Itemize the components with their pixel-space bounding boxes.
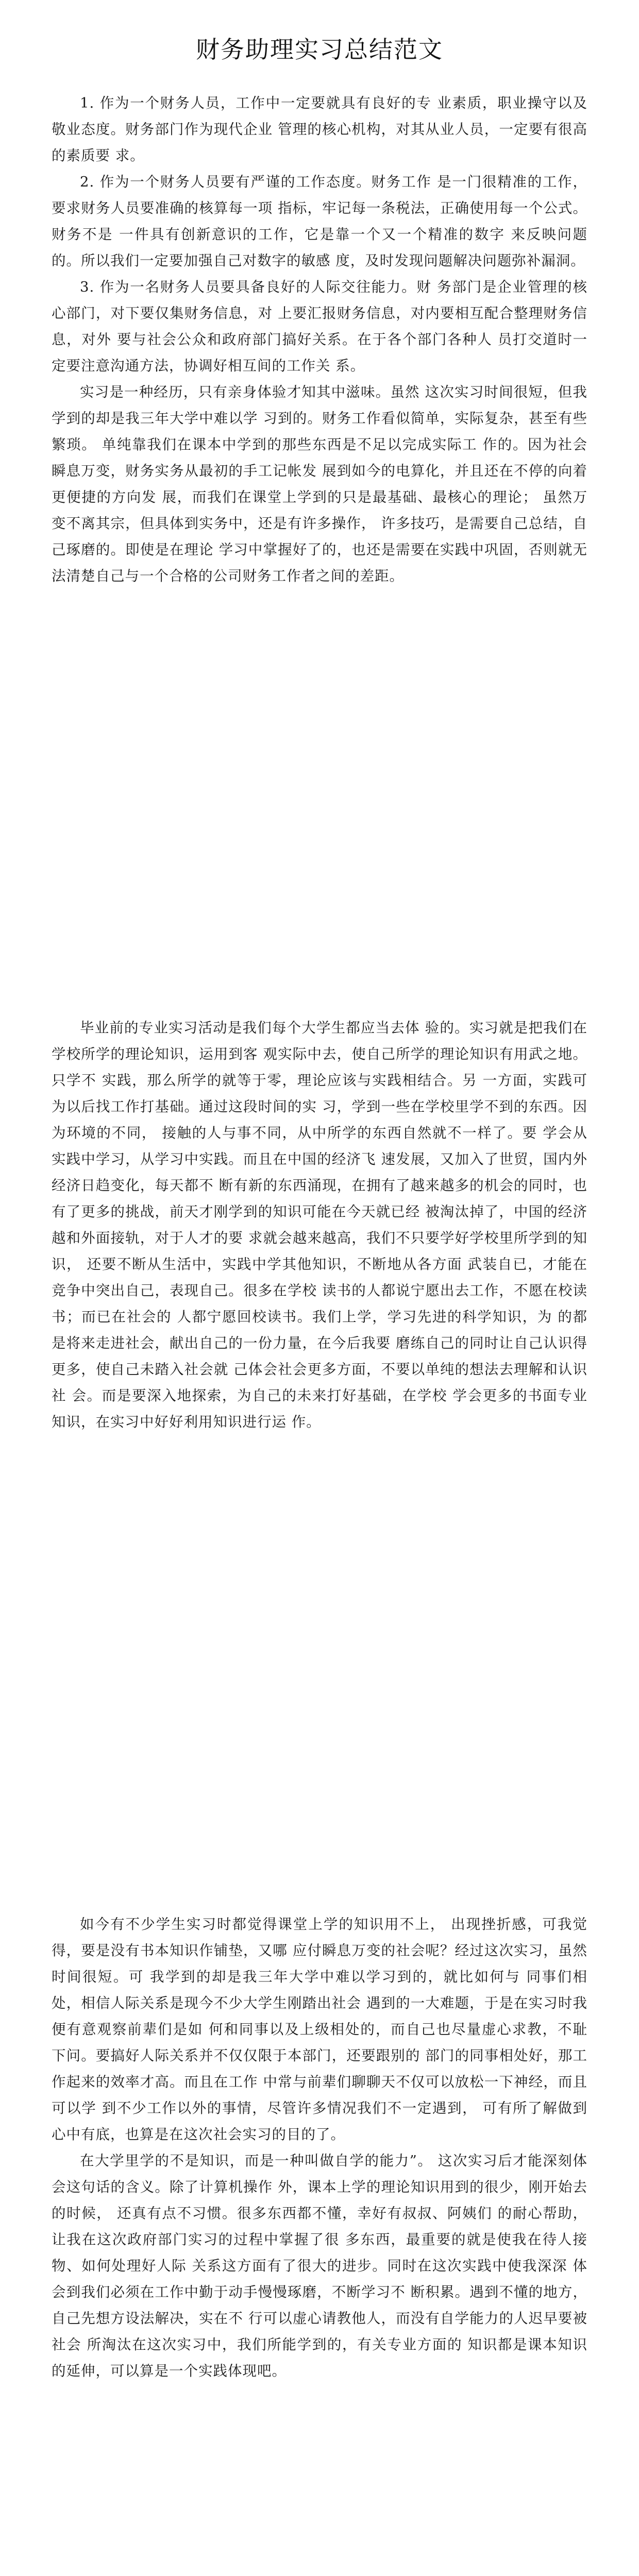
page-2-body — [52, 1015, 587, 1435]
paragraph-6: 如今有不少学生实习时都觉得课堂上学的知识用不上， 出现挫折感，可我觉得，要是没有书本知识作铺垫，又哪 应付瞬息万变的社会呢？经过这次实习，虽然时间很短。可 我学到的却是我三年大学中难以学习到的，就比如何与 同事们相处，相信人际关系是现今不少大学生刚踏出社会 遇到的一大难题，于是在实习时我便有意观察前辈们是如 何和同事以及上级相处的，而自己也尽量虚心求教，不耻 下问。要搞好人际关系并不仅仅限于本部门，还要跟别的 部门的同事相处好，那工作起来的效率才高。而且在工作 中常与前辈们聊聊天不仅可以放松一下神经，而且可以学 到不少工作以外的事情，尽管许多情况我们不一定遇到， 可有所了解做到心中有底，也算是在这次社会实习的目的了。 — [52, 1916, 587, 2143]
page-1-body — [52, 90, 587, 589]
paragraph-2: 2. 作为一个财务人员要有严谨的工作态度。财务工作 是一门很精准的工作，要求财务人员要准确的核算每一项 指标，牢记每一条税法，正确使用每一个公式。财务不是 一件具有创新意识的工作，它是靠一个又一个精准的数字 来反映问题的。所以我们一定要加强自己对数字的敏感 度，及时发现问题解决问题弥补漏洞。 — [52, 174, 587, 269]
document-title: 财务助理实习总结范文 — [196, 36, 443, 63]
paragraph-4: 实习是一种经历，只有亲身体验才知其中滋味。虽然 这次实习时间很短，但我学到的却是我三年大学中难以学 习到的。财务工作看似简单，实际复杂，甚至有些繁琐。 单纯靠我们在课本中学到的那些东西是不足以完成实际工 作的。因为社会瞬息万变，财务实务从最初的手工记帐发 展到如今的电算化，并且还在不停的向着更便捷的方向发 展，而我们在课堂上学到的只是最基础、最核心的理论； 虽然万变不离其宗，但具体到实务中，还是有许多操作， 许多技巧，是需要自己总结，自己琢磨的。即使是在理论 学习中掌握好了的，也还是需要在实践中巩固，否则就无 法清楚自己与一个合格的公司财务工作者之间的差距。 — [52, 384, 587, 584]
page-3-body — [52, 1911, 587, 2384]
paragraph-1: 1. 作为一个财务人员，工作中一定要就具有良好的专 业素质，职业操守以及敬业态度。财务部门作为现代企业 管理的核心机构，对其从业人员，一定要有很高的素质要 求。 — [52, 95, 587, 164]
paragraph-5: 毕业前的专业实习活动是我们每个大学生都应当去体 验的。实习就是把我们在学校所学的理论知识，运用到客 观实际中去，使自己所学的理论知识有用武之地。只学不 实践，那么所学的就等于零，理论应该与实践相结合。另 一方面，实践可为以后找工作打基础。通过这段时间的实 习，学到一些在学校里学不到的东西。因为环境的不同， 接触的人与事不同，从中所学的东西自然就不一样了。要 学会从实践中学习，从学习中实践。而且在中国的经济飞 速发展，又加入了世贸，国内外经济日趋变化，每天都不 断有新的东西涌现，在拥有了越来越多的机会的同时，也 有了更多的挑战，前天才刚学到的知识可能在今天就已经 被淘汰掉了，中国的经济越和外面接轨，对于人才的要 求就会越来越高，我们不只要学好学校里所学到的知识， 还要不断从生活中，实践中学其他知识，不断地从各方面 武装自已，才能在竞争中突出自己，表现自己。很多在学校 读书的人都说宁愿出去工作，不愿在校读书；而已在社会的 人都宁愿回校读书。我们上学，学习先进的科学知识，为 的都是将来走进社会，献出自己的一份力量，在今后我要 磨练自己的同时让自己认识得更多，使自己未踏入社会就 己体会社会更多方面，不要以单纯的想法去理解和认识社 会。而是要深入地探索，为自己的未来打好基础，在学校 学会更多的书面专业知识，在实习中好好利用知识进行运 作。 — [52, 1020, 587, 1430]
paragraph-7: 在大学里学的不是知识，而是一种叫做自学的能力”。 这次实习后才能深刻体会这句话的含义。除了计算机操作 外，课本上学的理论知识用到的很少，刚开始去的时候， 还真有点不习惯。很多东西都不懂，幸好有叔叔、阿姨们 的耐心帮助，让我在这次政府部门实习的过程中掌握了很 多东西，最重要的就是使我在待人接物、如何处理好人际 关系这方面有了很大的进步。同时在这次实践中使我深深 体会到我们必须在工作中勤于动手慢慢琢磨，不断学习不 断积累。遇到不懂的地方，自己先想方设法解决，实在不 行可以虚心请教他人，而没有自学能力的人迟早要被社会 所淘汰在这次实习中，我们所能学到的，有关专业方面的 知识都是课本知识的延伸，可以算是一个实践体现吧。 — [52, 2153, 587, 2379]
paragraph-3: 3. 作为一名财务人员要具备良好的人际交往能力。财 务部门是企业管理的核心部门，对下要仅集财务信息，对 上要汇报财务信息，对内要相互配合整理财务信息，对外 要与社会公众和政府部门搞好关系。在于各个部门各种人 员打交道时一定要注意沟通方法，协调好相互间的工作关 系。 — [52, 279, 587, 374]
